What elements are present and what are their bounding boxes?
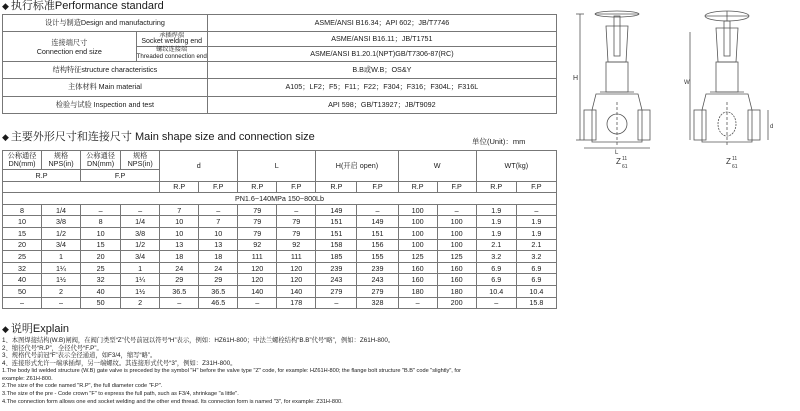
explain-line: 4、连接形式允许一端承插焊，另一端螺纹。其连接形式代号“3”，例如：Z31H-800。	[2, 360, 237, 368]
svg-text:Z: Z	[616, 157, 621, 166]
svg-text:L: L	[615, 150, 619, 156]
svg-text:61: 61	[732, 164, 738, 170]
svg-text:d: d	[770, 124, 774, 130]
table-row: 15 1/2 10 3/8 10 10 79 79 151 151 100 100 1.9 1.9	[3, 227, 557, 239]
perf-row: 设计与制造Design and manufacturing ASME/ANSI B16.34；API 602；JB/T7746	[3, 15, 557, 32]
perf-row: 螺纹连接端 Threaded connection end ASME/ANSI B1.20.1(NPT)GB/T7306-87(RC)	[3, 47, 557, 62]
table-row: 10 3/8 8 1/4 10 7 79 79 151 149 100 100 1.9 1.9	[3, 216, 557, 228]
explain-line: example: Z61H-800.	[2, 375, 53, 382]
table-row: 20 3/4 15 1/2 13 13 92 92 158 156 100 100 2.1 2.1	[3, 239, 557, 251]
svg-text:W: W	[684, 80, 690, 86]
explain-line: 1.The body lid welded structure (W.B) gate valve is preceded by the symbol "H" before the valve type "Z" code, for example: HZ61H-800; the flange bolt structure "B.B" code "slightly", for	[2, 367, 461, 374]
section-explain-title: ◆ 说明Explain	[2, 323, 69, 335]
explain-line: 2、缩径代号“R.P”，全径代号“F.P”。	[2, 344, 103, 352]
dim-header-row: 公称通径 DN(mm) 规格 NPS(in) 公称通径 DN(mm) 规格 NPS(in) d L H(开启 open) W WT(kg)	[3, 151, 557, 170]
svg-text:Z: Z	[726, 157, 731, 166]
svg-text:11: 11	[622, 156, 628, 162]
explain-line: 3、规格代号前冠“F”表示全径通道，如F3/4，缩写“略”。	[2, 352, 157, 360]
explain-notes	[2, 337, 562, 406]
table-row: 40 1½ 32 1¼ 29 29 120 120 243 243 160 160 6.9 6.9	[3, 274, 557, 286]
perf-row: 结构特征structure characteristics B.B或W.B；OS&Y	[3, 61, 557, 78]
perf-row: 连接端尺寸 Connection end size 承插焊端 Socket welding end ASME/ANSI B16.11；JB/T1751	[3, 32, 557, 47]
section-dimensions-title: ◆ 主要外形尺寸和连接尺寸 Main shape size and connection size	[2, 131, 315, 143]
explain-line: 4.The connection form allows one end socket welding and the other end thread. Its connection form is named "3", for example: Z31H-800.	[2, 398, 343, 405]
gate-valve-drawing	[570, 2, 798, 192]
diamond-bullet-icon: ◆	[2, 324, 9, 334]
perf-row: 检验与试验 Inspection and test API 598；GB/T13927；JB/T9092	[3, 96, 557, 113]
dim-pressure-row: PN1.6~140MPa 150~800Lb	[3, 193, 557, 205]
table-row: 8 1/4 – – 7 – 79 – 149 – 100 – 1.9 –	[3, 204, 557, 216]
explain-line: 1、本图焊接结构(W.B)闸阀，在阀门类型“Z”代号前冠以符号“H”表示，例如：HZ61H-800；中法兰螺栓结构“B.B”代号“略”，例如：Z61H-800。	[2, 337, 395, 344]
explain-line: 2.The size of the code named "R.P", the full diameter code "F.P".	[2, 383, 163, 390]
table-row: 25 1 20 3/4 18 18 111 111 185 155 125 125 3.2 3.2	[3, 251, 557, 263]
svg-text:11: 11	[732, 156, 738, 162]
unit-label: 单位(Unit)：mm	[472, 137, 526, 146]
table-row: – – 50 2 – 46.5 – 178 – 328 – 200 – 15.8	[3, 297, 557, 309]
diamond-bullet-icon: ◆	[2, 132, 9, 142]
explain-line: 3.The size of the pre - Code crown "F" to express the full path, such as F3/4, shrinkage "a little".	[2, 390, 239, 397]
perf-row: 主体材料 Main material A105；LF2；F5；F11；F22；F304；F316；F304L；F316L	[3, 79, 557, 96]
table-row: 32 1¼ 25 1 24 24 120 120 239 239 160 160 6.9 6.9	[3, 262, 557, 274]
dimensions-table	[2, 150, 557, 309]
svg-text:61: 61	[622, 164, 628, 170]
performance-standard-table	[2, 14, 557, 114]
dim-header-row: R.P F.P	[3, 170, 557, 182]
table-row: 50 2 40 1½ 36.5 36.5 140 140 279 279 180 180 10.4 10.4	[3, 285, 557, 297]
section-performance-title: ◆ 执行标准Performance standard	[2, 0, 164, 12]
dim-header-row: R.P F.P R.P F.P R.P F.P R.P F.P R.P F.P	[3, 181, 557, 193]
diamond-bullet-icon: ◆	[2, 1, 9, 11]
svg-text:H: H	[573, 75, 579, 82]
